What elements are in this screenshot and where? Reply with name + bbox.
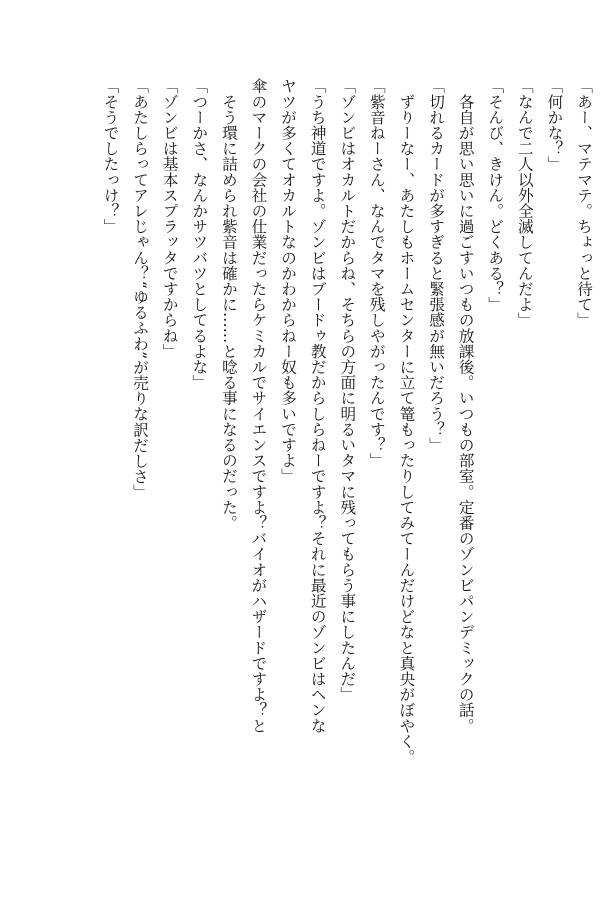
text-line-13: そう環に詰められ紫音は確かに……と唸る事になるのだった。 xyxy=(219,78,238,531)
text-line-17: 「そうでしたっけ？」 xyxy=(101,78,120,234)
vertical-text-body xyxy=(8,78,598,838)
text-line-8: 「紫音ねーさん、なんでタマを残しやがったんです？」 xyxy=(367,78,386,468)
text-line-2: 「何かな？」 xyxy=(545,78,564,172)
text-line-11: ヤツが多くてオカルトなのかわからねー奴も多いですよ」 xyxy=(279,78,298,484)
text-line-3: 「なんで二人以外全滅してんだよ」 xyxy=(515,78,534,328)
text-line-16: 「あたしらってアレじゃん？“ゆるふわ”が売りな訳だしさ」 xyxy=(131,78,150,500)
text-line-10: 「うち神道ですよ。ゾンビはブードゥ教だからしらねーですよ？それに最近のゾンビはヘンな xyxy=(308,78,327,734)
text-line-5: 各自が思い思いに過ごすいつもの放課後。いつもの部室。定番のゾンビパンデミックの話。 xyxy=(456,78,475,734)
text-line-1: 「あー、マテマテ。ちょっと待て」 xyxy=(575,78,593,328)
text-line-14: 「つーかさ、なんかサツバツとしてるよな」 xyxy=(190,78,209,390)
text-line-15: 「ゾンビは基本スプラッタですからね」 xyxy=(160,78,179,359)
text-line-12: 傘のマークの会社の仕業だったらケミカルでサイエンスですよ？バイオがハザードですよ？と xyxy=(249,78,268,734)
text-line-4: 「そんび、きけん。どくある？」 xyxy=(486,78,505,312)
text-line-9: 「ゾンビはオカルトだからね、そちらの方面に明るいタマに残ってもらう事にしたんだ」 xyxy=(338,78,357,702)
text-line-6: 「切れるカードが多すぎると緊張感が無いだろう？」 xyxy=(427,78,446,453)
text-line-7: ずりーなー、あたしもホームセンターに立て篭もったりしてみてーんだけどなと真央がぼやく。 xyxy=(397,78,416,765)
